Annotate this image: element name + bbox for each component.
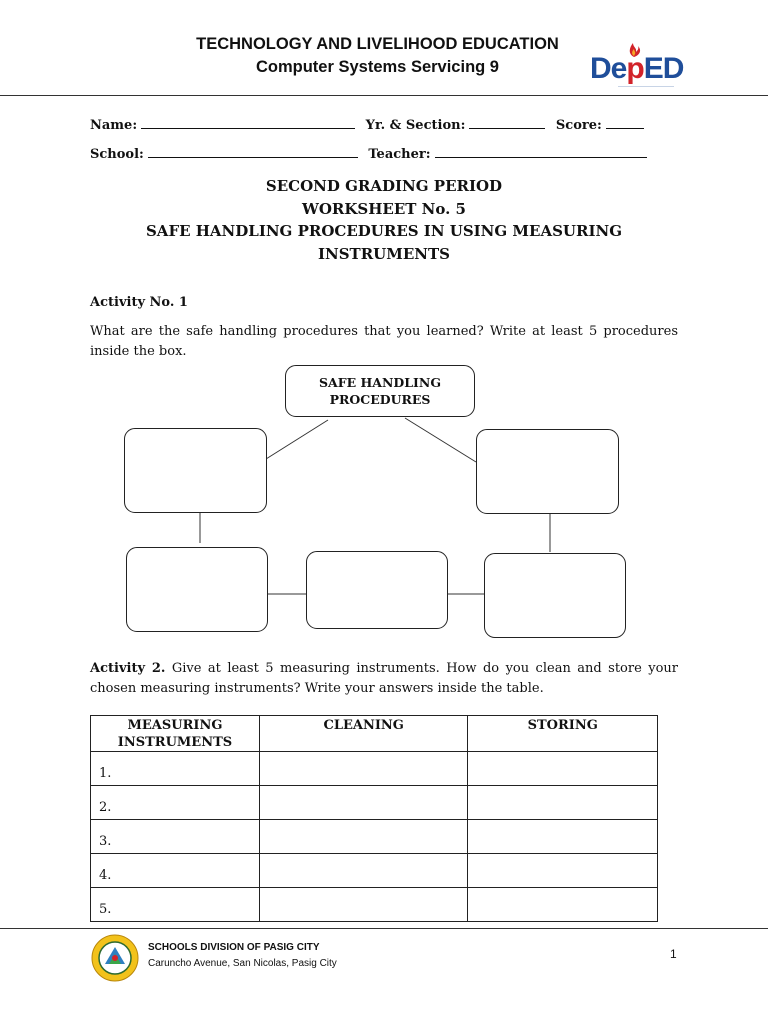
school-label: School: [90,147,144,162]
storing-cell[interactable] [468,786,658,820]
cleaning-cell[interactable] [259,820,468,854]
header-title: TECHNOLOGY AND LIVELIHOOD EDUCATION [196,35,559,53]
page-number: 1 [670,947,677,961]
activity1-label: Activity No. 1 [90,295,188,310]
table-header-row [91,716,658,752]
procedure-box-3[interactable] [126,547,268,632]
footer-divider [0,928,768,929]
procedure-box-1[interactable] [124,428,267,513]
activity2-label: Activity 2. [90,661,166,676]
cleaning-cell[interactable] [259,854,468,888]
table-row [91,752,658,786]
activity2-instruction: Give at least 5 measuring instruments. How do you clean and store your chosen measuring instruments? Write your answers inside the table. [90,661,679,696]
row-number[interactable]: 2. [91,786,260,820]
activity1-instruction: What are the safe handling procedures that you learned? Write at least 5 procedures inside the box. [90,324,678,359]
row-number[interactable]: 3. [91,820,260,854]
cleaning-cell[interactable] [259,888,468,922]
footer-org: SCHOOLS DIVISION OF PASIG CITY [148,942,320,953]
topic-heading-line2: INSTRUMENTS [317,245,450,263]
row-number[interactable]: 5. [91,888,260,922]
header-subtitle: Computer Systems Servicing 9 [255,58,499,76]
storing-cell[interactable] [468,888,658,922]
table-row [91,888,658,922]
cleaning-cell[interactable] [259,786,468,820]
instruments-table [90,715,658,922]
score-label: Score: [555,118,602,133]
header-measuring-instruments: MEASURING INSTRUMENTS [91,716,260,752]
diagram-title-line1: SAFE HANDLING [319,375,441,390]
table-row [91,854,658,888]
footer-address: Caruncho Avenue, San Nicolas, Pasig City [148,958,337,969]
topic-heading-line1: SAFE HANDLING PROCEDURES IN USING MEASURING [145,222,623,240]
diagram-title-line2: PROCEDURES [329,392,431,407]
worksheet-heading: WORKSHEET No. 5 [301,200,466,218]
section-label: Yr. & Section: [365,118,466,133]
deped-tagline-graphic: —————————————— [618,83,674,88]
table-row [91,820,658,854]
header-cleaning: CLEANING [259,716,468,752]
procedure-box-2[interactable] [476,429,619,514]
name-label: Name: [90,118,138,133]
pasig-seal-icon [91,934,139,982]
activity2-paragraph [90,659,678,699]
deped-wordmark: DepED [590,52,684,85]
procedure-box-4[interactable] [306,551,448,629]
storing-cell[interactable] [468,820,658,854]
period-heading: SECOND GRADING PERIOD [265,177,503,195]
row-number[interactable]: 4. [91,854,260,888]
row-number[interactable]: 1. [91,752,260,786]
diagram-title-box [285,365,475,417]
storing-cell[interactable] [468,854,658,888]
cleaning-cell[interactable] [259,752,468,786]
storing-cell[interactable] [468,752,658,786]
header-storing: STORING [468,716,658,752]
procedure-box-5[interactable] [484,553,626,638]
table-row [91,786,658,820]
teacher-label: Teacher: [368,147,431,162]
